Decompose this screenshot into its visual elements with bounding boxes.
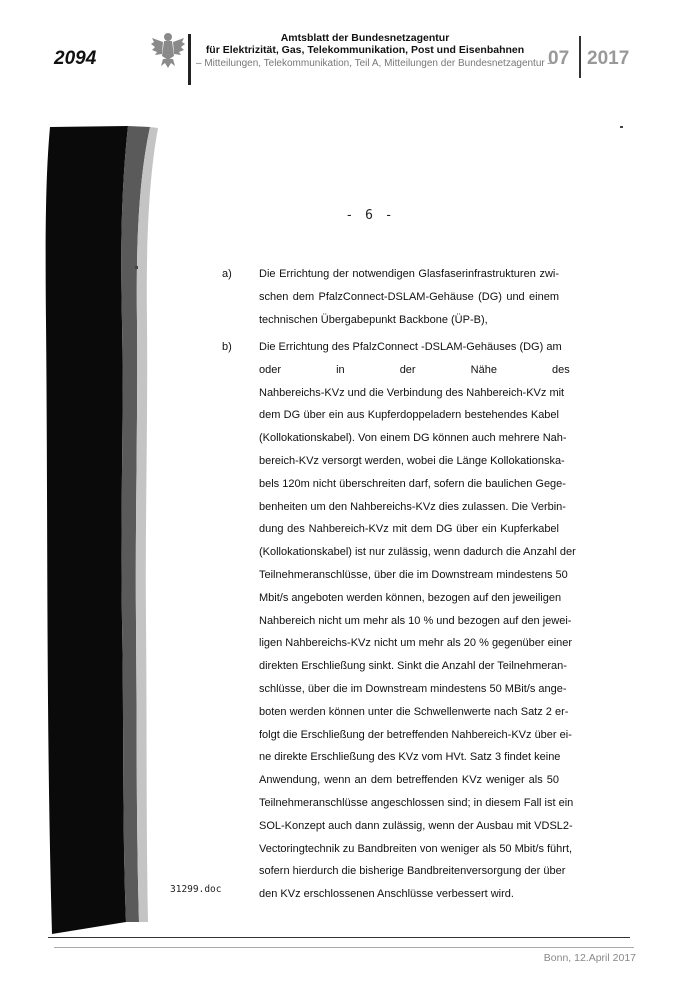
text-line: sofern hierdurch die bisherige Bandbreitenversorgung der über	[259, 865, 566, 878]
text-line: Die Errichtung der notwendigen Glasfaserinfrastrukturen zwi-	[259, 268, 559, 280]
issue-divider	[579, 36, 581, 78]
page-number: 2094	[54, 48, 97, 69]
header-divider	[188, 34, 191, 85]
text-line: Teilnehmeranschlüsse, über die im Downstream mindestens 50	[259, 568, 568, 581]
publication-title	[196, 32, 534, 56]
document-filename: 31299.doc	[170, 884, 222, 895]
text-line: bels 120m nicht überschreiten darf, sofern die baulichen Gege-	[259, 477, 566, 490]
text-line: Die Errichtung des PfalzConnect -DSLAM-Gehäuses (DG) am	[259, 341, 562, 353]
text-line: dung des Nahbereich-KVz mit dem DG über ein Kupferkabel	[259, 523, 559, 536]
issue-year: 2017	[587, 48, 630, 69]
publication-title-line2: für Elektrizität, Gas, Telekommunikation, Post und Eisenbahnen	[205, 44, 525, 56]
scan-mark	[135, 266, 138, 269]
text-line: bereich-KVz versorgt werden, wobei die Länge Kollokationska-	[259, 454, 565, 467]
issue-number: 07	[548, 48, 570, 69]
text-line: direkten Erschließung sinkt. Sinkt die Anzahl der Teilnehmeran-	[259, 660, 567, 673]
text-line: schen dem PfalzConnect-DSLAM-Gehäuse (DG) und einem	[259, 290, 559, 303]
text-line: dem DG über ein aus Kupferdoppeladern bestehendes Kabel	[259, 409, 559, 422]
text-line: (Kollokationskabel). Von einem DG können auch mehrere Nah-	[259, 432, 567, 445]
text-line: Vectoringtechnik zu Bandbreiten von weniger als 50 Mbit/s führt,	[259, 842, 573, 855]
text-line: (Kollokationskabel) ist nur zulässig, wenn dadurch die Anzahl der	[259, 546, 576, 559]
publication-subtitle: – Mitteilungen, Telekommunikation, Teil A, Mitteilungen der Bundesnetzagentur –	[196, 58, 554, 69]
text-line: schlüsse, über die im Downstream mindestens 50 MBit/s ange-	[259, 682, 567, 695]
text-line: oder in der Nähe des	[259, 363, 570, 376]
text-line: Nahbereichs-KVz und die Verbindung des Nahbereich-KVz mit	[259, 386, 565, 399]
scanned-page-marker: - 6 -	[345, 208, 395, 223]
text-line: Nahbereich nicht um mehr als 10 % und bezogen auf den jewei-	[259, 614, 572, 627]
text-line: den KVz erschlossenen Anschlüsse verbessert wird.	[259, 888, 514, 901]
text-line: Mbit/s angeboten werden können, bezogen auf den jeweiligen	[259, 591, 562, 604]
text-line: folgt die Erschließung der betreffenden Nahbereich-KVz über ei-	[259, 728, 572, 741]
scan-bottom-edge	[48, 937, 630, 938]
text-line: ne direkte Erschließung des KVz vom HVt. Satz 3 findet keine	[259, 751, 561, 764]
list-item-label: b)	[222, 341, 232, 353]
text-line: Anwendung, wenn an dem betreffenden KVz weniger als 50	[259, 774, 559, 787]
federal-eagle-icon	[150, 30, 186, 70]
footer-divider	[54, 947, 634, 948]
footer-date: Bonn, 12.April 2017	[543, 952, 636, 964]
text-line: ligen Nahbereichs-KVz nicht um mehr als 20 % gegenüber einer	[259, 637, 573, 650]
text-line: Teilnehmeranschlüsse angeschlossen sind; in diesem Fall ist ein	[259, 796, 574, 809]
text-line: benheiten um den Nahbereichs-KVz dies zulassen. Die Verbin-	[259, 500, 566, 513]
list-item-text	[259, 336, 576, 906]
text-line: technischen Übergabepunkt Backbone (ÜP-B),	[259, 313, 488, 326]
scan-mark	[620, 126, 623, 128]
publication-title-line1: Amtsblatt der Bundesnetzagentur	[280, 32, 450, 44]
text-line: SOL-Konzept auch dann zulässig, wenn der Ausbau mit VDSL2-	[259, 819, 573, 832]
list-item-text	[259, 263, 559, 331]
text-line: boten werden können unter die Schwellenwerte nach Satz 2 er-	[259, 705, 569, 718]
list-item-label: a)	[222, 268, 232, 280]
